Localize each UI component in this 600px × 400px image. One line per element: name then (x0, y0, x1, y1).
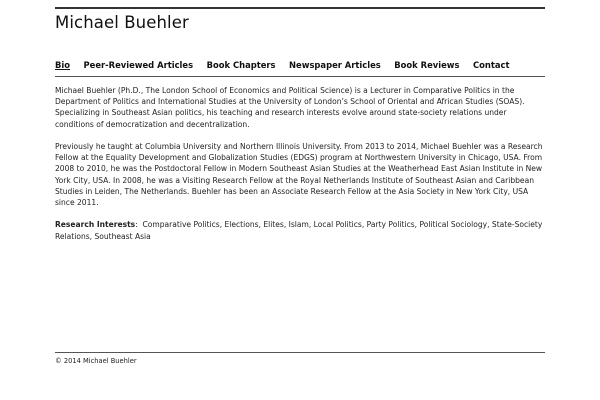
research-interests-label: Research Interests (55, 220, 136, 230)
nav-item-contact[interactable]: Contact (473, 60, 510, 70)
nav-item-newspaper-articles[interactable]: Newspaper Articles (289, 60, 381, 70)
bio-paragraph-2: Previously he taught at Columbia University and Northern Illinois University. From 2013 to 2014, Michael Buehler was a Research Fellow at the Equality Development and Globalization Studies (EDGS) program at Northwestern University in Chicago, USA. From 2008 to 2010, he was the Postdoctoral Fellow in Modern Southeast Asian Studies at the Weatherhead East Asian Institute in New York City, USA. In 2008, he was a Visiting Research Fellow at the Royal Netherlands Institute of Southeast Asian and Caribbean Studies in Leiden, The Netherlands. Buehler has been an Associate Research Fellow at the Asia Society in New York City, USA since 2011. (55, 142, 543, 208)
footer-copyright: © 2014 Michael Buehler (55, 357, 137, 365)
bio-content (55, 85, 545, 253)
nav-item-bio[interactable]: Bio (55, 60, 71, 70)
site-title[interactable]: Michael Buehler (55, 13, 189, 32)
nav-item-book-chapters[interactable]: Book Chapters (206, 60, 276, 70)
bio-paragraph-1: Michael Buehler (Ph.D., The London School of Economics and Political Science) is a Lecturer in Comparative Politics in the Department of Politics and International Studies at the University of London’s School of Oriental and African Studies (SOAS). Specializing in Southeast Asian politics, his teaching and research interests evolve around state-society relations under conditions of democratization and decentralization. (55, 86, 525, 129)
main-navigation (55, 60, 523, 70)
nav-divider (55, 76, 545, 77)
research-interests-text: Comparative Politics, Elections, Elites, Islam, Local Politics, Party Politics, Political Sociology, State-Society Relations, Southeast Asia (55, 220, 543, 241)
header-top-rule (55, 7, 545, 9)
research-interests-separator: : (135, 220, 138, 230)
page (55, 0, 545, 400)
nav-item-book-reviews[interactable]: Book Reviews (394, 60, 460, 70)
nav-item-peer-reviewed-articles[interactable]: Peer-Reviewed Articles (83, 60, 194, 70)
footer-divider (55, 352, 545, 353)
research-interests (55, 219, 545, 241)
